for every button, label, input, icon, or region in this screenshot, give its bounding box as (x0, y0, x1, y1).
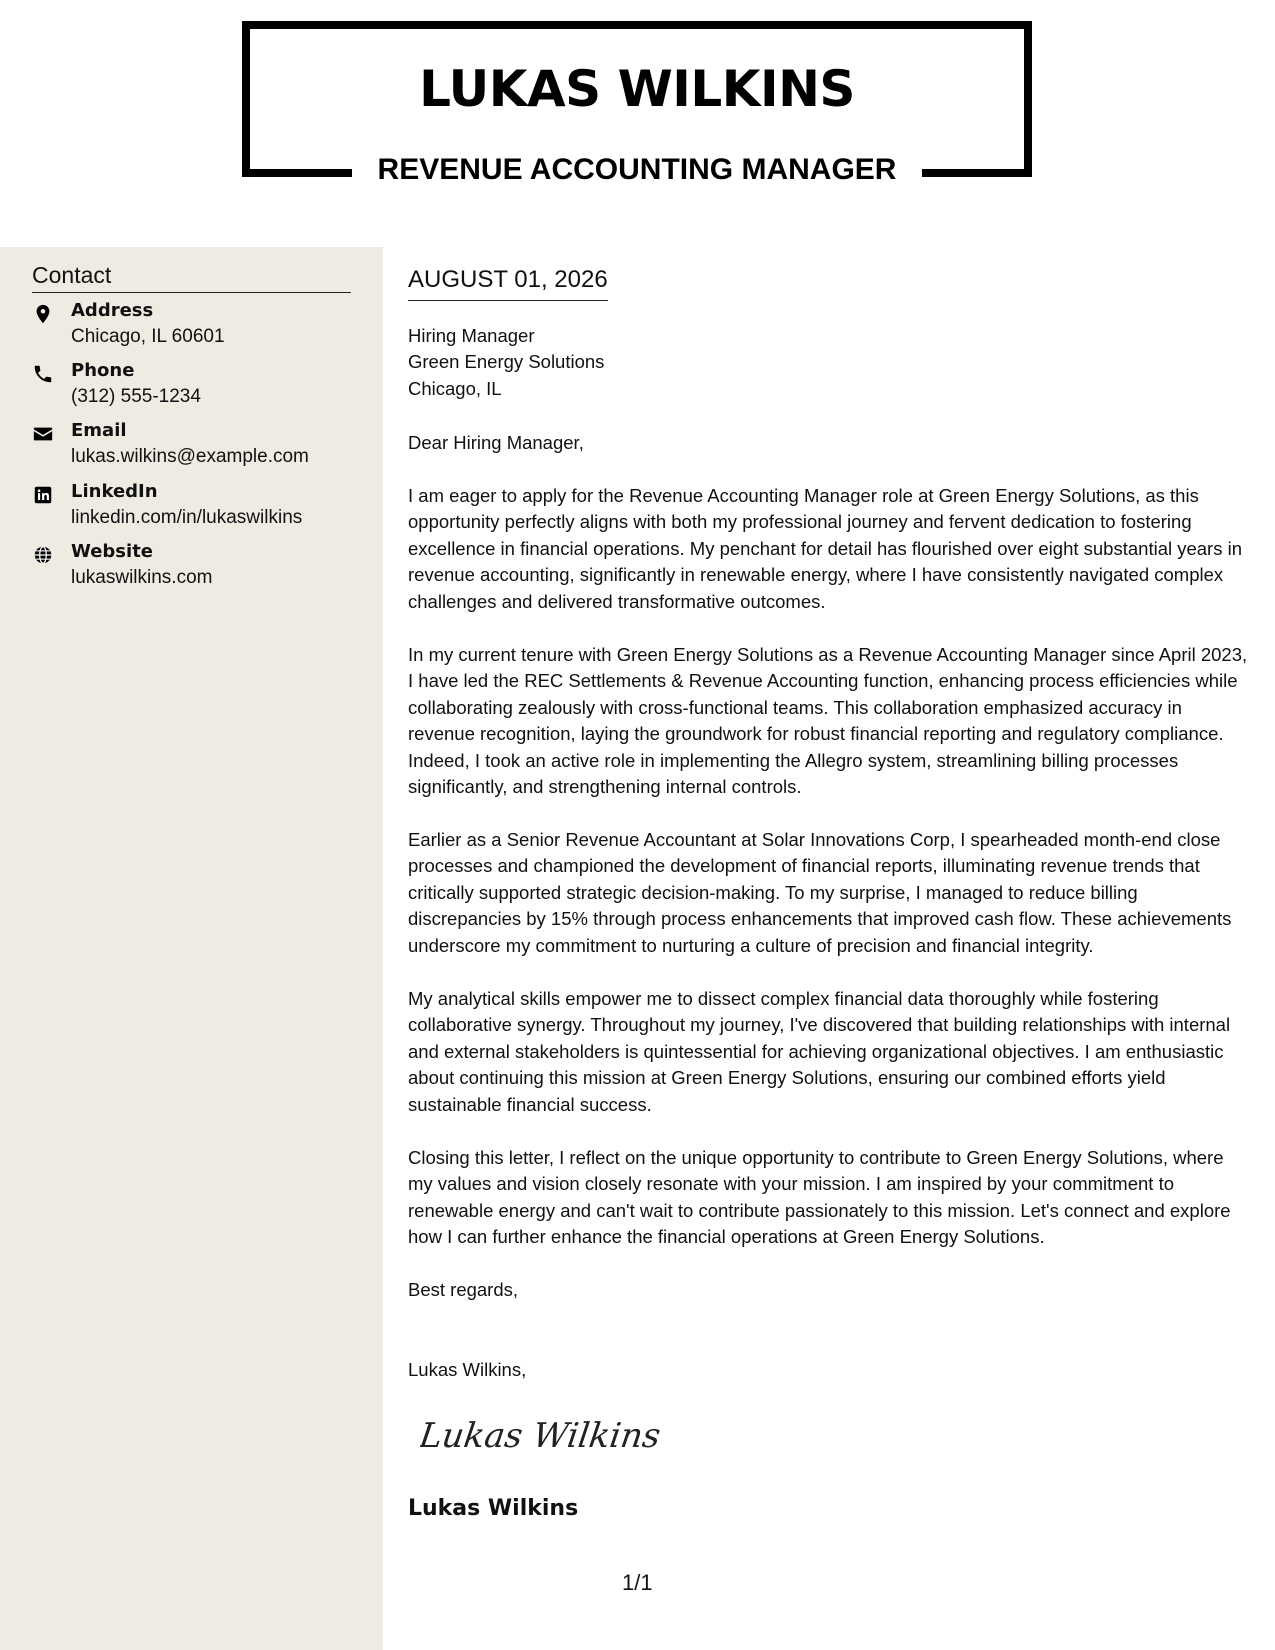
salutation: Dear Hiring Manager, (408, 432, 584, 453)
contact-value: (312) 555-1234 (71, 386, 201, 407)
recipient-block (408, 323, 1253, 402)
map-pin-icon (32, 303, 54, 325)
body-paragraph: My analytical skills empower me to dissect complex financial data thoroughly while fostering collaborative synergy. Throughout my journey, I've discovered that building relationships with internal and external stakeholders is quintessential for achieving organizational objectives. I am enthusiastic about continuing this mission at Green Energy Solutions, ensuring our combined efforts yield sustainable financial success. (408, 988, 1231, 1115)
header-frame-bottom-right (922, 169, 1032, 177)
body-paragraph: In my current tenure with Green Energy Solutions as a Revenue Accounting Manager since April 2023, I have led the REC Settlements & Revenue Accounting function, enhancing process efficiencies while collaborating zealously with cross-functional teams. This collaboration emphasized accuracy in revenue recognition, laying the groundwork for robust financial reporting and regulatory compliance. Indeed, I took an active role in implementing the Allegro system, streamlining billing processes significantly, and strengthening internal controls. (408, 644, 1248, 798)
globe-icon (32, 544, 54, 566)
letter-date: AUGUST 01, 2026 (408, 266, 608, 301)
contact-value: lukas.wilkins@example.com (71, 446, 309, 467)
handwritten-signature (420, 1405, 670, 1470)
contact-label: LinkedIn (71, 481, 158, 502)
contact-label: Address (71, 300, 154, 321)
recipient-line: Hiring Manager (408, 325, 535, 346)
contact-label: Email (71, 420, 127, 441)
contact-heading: Contact (32, 262, 351, 293)
signoff-name: Lukas Wilkins, (408, 1359, 527, 1380)
applicant-name: LUKAS WILKINS (419, 60, 855, 118)
contact-value: lukaswilkins.com (71, 567, 213, 588)
linkedin-icon (32, 484, 54, 506)
contact-value: linkedin.com/in/lukaswilkins (71, 507, 303, 528)
svg-text:Lukas Wilkins: Lukas Wilkins (420, 1416, 663, 1456)
recipient-line: Green Energy Solutions (408, 351, 605, 373)
job-title: REVENUE ACCOUNTING MANAGER (377, 153, 897, 186)
phone-icon (32, 363, 54, 385)
signature-name: Lukas Wilkins (408, 1496, 579, 1521)
body-paragraph: Earlier as a Senior Revenue Accountant at Solar Innovations Corp, I spearheaded month-end close processes and championed the development of financial reports, illuminating revenue trends that critically supported strategic decision-making. To my surprise, I managed to reduce billing discrepancies by 15% through process enhancements that improved cash flow. These achievements underscore my commitment to nurturing a culture of precision and financial integrity. (408, 829, 1232, 956)
contact-label: Phone (71, 360, 135, 381)
page-number: 1/1 (622, 1570, 653, 1595)
envelope-icon (32, 423, 54, 445)
recipient-line: Chicago, IL (408, 377, 502, 399)
contact-label: Website (71, 541, 154, 562)
contact-value: Chicago, IL 60601 (71, 326, 225, 347)
body-paragraph: I am eager to apply for the Revenue Accounting Manager role at Green Energy Solutions, as this opportunity perfectly aligns with both my professional journey and fervent dedication to fostering excellence in financial operations. My penchant for detail has flourished over eight substantial years in revenue accounting, significantly in renewable energy, where I have consistently navigated complex challenges and delivered transformative outcomes. (408, 485, 1243, 612)
closing: Best regards, (408, 1279, 519, 1300)
body-paragraph: Closing this letter, I reflect on the unique opportunity to contribute to Green Energy Solutions, where my values and vision closely resonate with your mission. I am inspired by your commitment to renewable energy and can't wait to contribute passionately to this mission. Let's connect and explore how I can further enhance the financial operations at Green Energy Solutions. (408, 1147, 1231, 1248)
